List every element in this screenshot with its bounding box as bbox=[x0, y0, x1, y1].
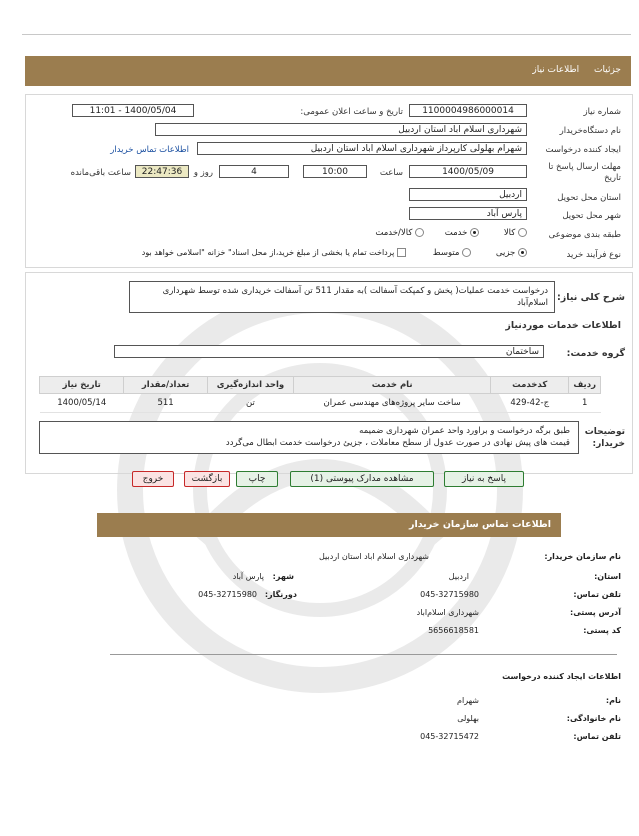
col-row: ردیف bbox=[569, 377, 601, 394]
deadline-label: مهلت ارسال پاسخ تا تاریخ bbox=[548, 162, 621, 183]
need-number-field: 1100004986000014 bbox=[409, 104, 527, 117]
phone-value: 045-32715980 bbox=[420, 590, 479, 599]
category-label: طبقه بندی موضوعی bbox=[548, 230, 621, 240]
treasury-text: پرداخت تمام یا بخشی از مبلغ خرید،از محل اسناد" خزانه "اسلامی خواهد بود bbox=[141, 248, 395, 257]
cell-qty: 511 bbox=[124, 394, 207, 413]
purchase-option-medium: متوسط bbox=[432, 248, 460, 258]
col-name: نام خدمت bbox=[294, 377, 491, 394]
announce-field: 1400/05/04 - 11:01 bbox=[72, 104, 194, 117]
city-label: شهر محل تحویل bbox=[562, 211, 621, 221]
category-radio-both[interactable] bbox=[415, 228, 424, 237]
address-value: شهرداری اسلام‌اباد bbox=[416, 608, 479, 617]
services-table bbox=[39, 376, 601, 413]
crumb-need-info[interactable]: اطلاعات نیاز bbox=[532, 65, 580, 75]
contact-title: اطلاعات تماس سازمان خریدار bbox=[408, 519, 551, 530]
creator-label: ایجاد کننده درخواست bbox=[545, 145, 621, 155]
category-option-both: کالا/خدمت bbox=[375, 228, 413, 238]
contact-divider bbox=[110, 654, 617, 655]
deadline-date-field: 1400/05/09 bbox=[409, 165, 527, 178]
creator-name-value: شهرام bbox=[457, 696, 479, 705]
cell-code: ج-42-429 bbox=[491, 394, 569, 413]
creator-name-label: نام: bbox=[605, 696, 621, 705]
purchase-radio-medium[interactable] bbox=[462, 248, 471, 257]
buyer-org-label: نام دستگاه‌خریدار bbox=[559, 126, 621, 136]
table-header-row bbox=[40, 377, 601, 394]
service-group-field: ساختمان bbox=[114, 345, 544, 358]
deadline-time-label: ساعت bbox=[379, 168, 403, 178]
services-section-title: اطلاعات خدمات موردنیاز bbox=[505, 320, 621, 331]
postal-value: 5656618581 bbox=[428, 626, 479, 635]
category-radio-goods[interactable] bbox=[518, 228, 527, 237]
cell-row: 1 bbox=[569, 394, 601, 413]
buyer-notes-label: توضیحات خریدار: bbox=[584, 427, 625, 449]
col-code: کدخدمت bbox=[491, 377, 569, 394]
announce-label: تاریخ و ساعت اعلان عمومی: bbox=[300, 107, 403, 117]
creator-info-title: اطلاعات ایجاد کننده درخواست bbox=[502, 672, 621, 681]
fax-label: دورنگار: bbox=[264, 590, 297, 599]
col-qty: تعداد/مقدار bbox=[124, 377, 207, 394]
days-field: 4 bbox=[219, 165, 289, 178]
phone-label: تلفن تماس: bbox=[573, 590, 621, 599]
description-box: درخواست خدمت عملیات( پخش و کمپکت آسفالت )به مقدار 511 تن آسفالت خریداری شده توسط شهرداری اسلام‌آباد bbox=[129, 281, 555, 313]
province-value-contact: اردبیل bbox=[448, 572, 469, 581]
back-button[interactable]: بازگشت bbox=[184, 471, 230, 487]
buyer-notes-box bbox=[39, 421, 579, 454]
purchase-option-minor: جزیی bbox=[495, 248, 516, 258]
breadcrumb bbox=[520, 65, 621, 75]
col-unit: واحد اندازه‌گیری bbox=[207, 377, 294, 394]
fax-value: 045-32715980 bbox=[198, 590, 257, 599]
top-divider bbox=[22, 34, 631, 35]
province-label: استان محل تحویل bbox=[557, 193, 621, 203]
days-label: روز و bbox=[193, 168, 213, 178]
postal-label: کد پستی: bbox=[583, 626, 621, 635]
service-group-label: گروه خدمت: bbox=[566, 348, 625, 359]
city-field: پارس آباد bbox=[409, 207, 527, 220]
city-label-contact: شهر: bbox=[272, 572, 294, 581]
contact-title-bar bbox=[97, 513, 561, 537]
attachments-button[interactable]: مشاهده مدارک پیوستی (1) bbox=[290, 471, 434, 487]
category-radio-service[interactable] bbox=[470, 228, 479, 237]
creator-phone-value: 045-32715472 bbox=[420, 732, 479, 741]
reply-button[interactable]: پاسخ به نیاز bbox=[444, 471, 524, 487]
exit-button[interactable]: خروج bbox=[132, 471, 174, 487]
purchase-type-label: نوع فرآیند خرید bbox=[566, 250, 621, 260]
print-button[interactable]: چاپ bbox=[236, 471, 278, 487]
buyer-notes-line-1: طبق برگه درخواست و براورد واحد عمران شهرداری ضمیمه bbox=[359, 426, 570, 436]
table-row bbox=[40, 394, 601, 413]
header-bar bbox=[25, 56, 631, 86]
address-label: آدرس پستی: bbox=[570, 608, 621, 617]
buyer-contact-link[interactable]: اطلاعات تماس خریدار bbox=[110, 145, 189, 155]
cell-unit: تن bbox=[207, 394, 294, 413]
category-option-goods: کالا bbox=[503, 228, 516, 238]
buyer-org-field: شهرداری اسلام اباد استان اردبیل bbox=[155, 123, 527, 136]
remaining-label: ساعت باقی‌مانده bbox=[70, 168, 131, 178]
creator-phone-label: تلفن تماس: bbox=[573, 732, 621, 741]
province-field: اردبیل bbox=[409, 188, 527, 201]
creator-field: شهرام بهلولی کارپرداز شهرداری اسلام اباد استان اردبیل bbox=[197, 142, 527, 155]
city-value-contact: پارس آباد bbox=[232, 572, 264, 581]
treasury-checkbox[interactable] bbox=[397, 248, 406, 257]
cell-date: 1400/05/14 bbox=[40, 394, 124, 413]
cell-name: ساخت سایر پروژه‌های مهندسی عمران bbox=[294, 394, 491, 413]
category-radio-group bbox=[375, 228, 527, 238]
creator-family-label: نام خانوادگی: bbox=[566, 714, 621, 723]
category-option-service: خدمت bbox=[444, 228, 468, 238]
need-number-label: شماره نیاز bbox=[583, 107, 621, 117]
province-label-contact: استان: bbox=[594, 572, 621, 581]
deadline-time-field: 10:00 bbox=[303, 165, 367, 178]
purchase-radio-minor[interactable] bbox=[518, 248, 527, 257]
crumb-details[interactable]: جزئیات bbox=[594, 65, 621, 75]
creator-family-value: بهلولی bbox=[457, 714, 479, 723]
col-date: تاریخ نیاز bbox=[40, 377, 124, 394]
org-name-label: نام سازمان خریدار: bbox=[544, 552, 621, 561]
remaining-time-field: 22:47:36 bbox=[135, 165, 189, 178]
description-label: شرح کلی نیاز: bbox=[556, 292, 625, 303]
org-name-value: شهرداری اسلام اباد استان اردبیل bbox=[319, 552, 429, 561]
buyer-notes-line-2: قیمت های پیش نهادی در صورت عدول از سطح معاملات ، جزیئ درخواست خدمت ابطال می‌گردد bbox=[225, 438, 570, 448]
purchase-radio-group bbox=[142, 248, 527, 258]
